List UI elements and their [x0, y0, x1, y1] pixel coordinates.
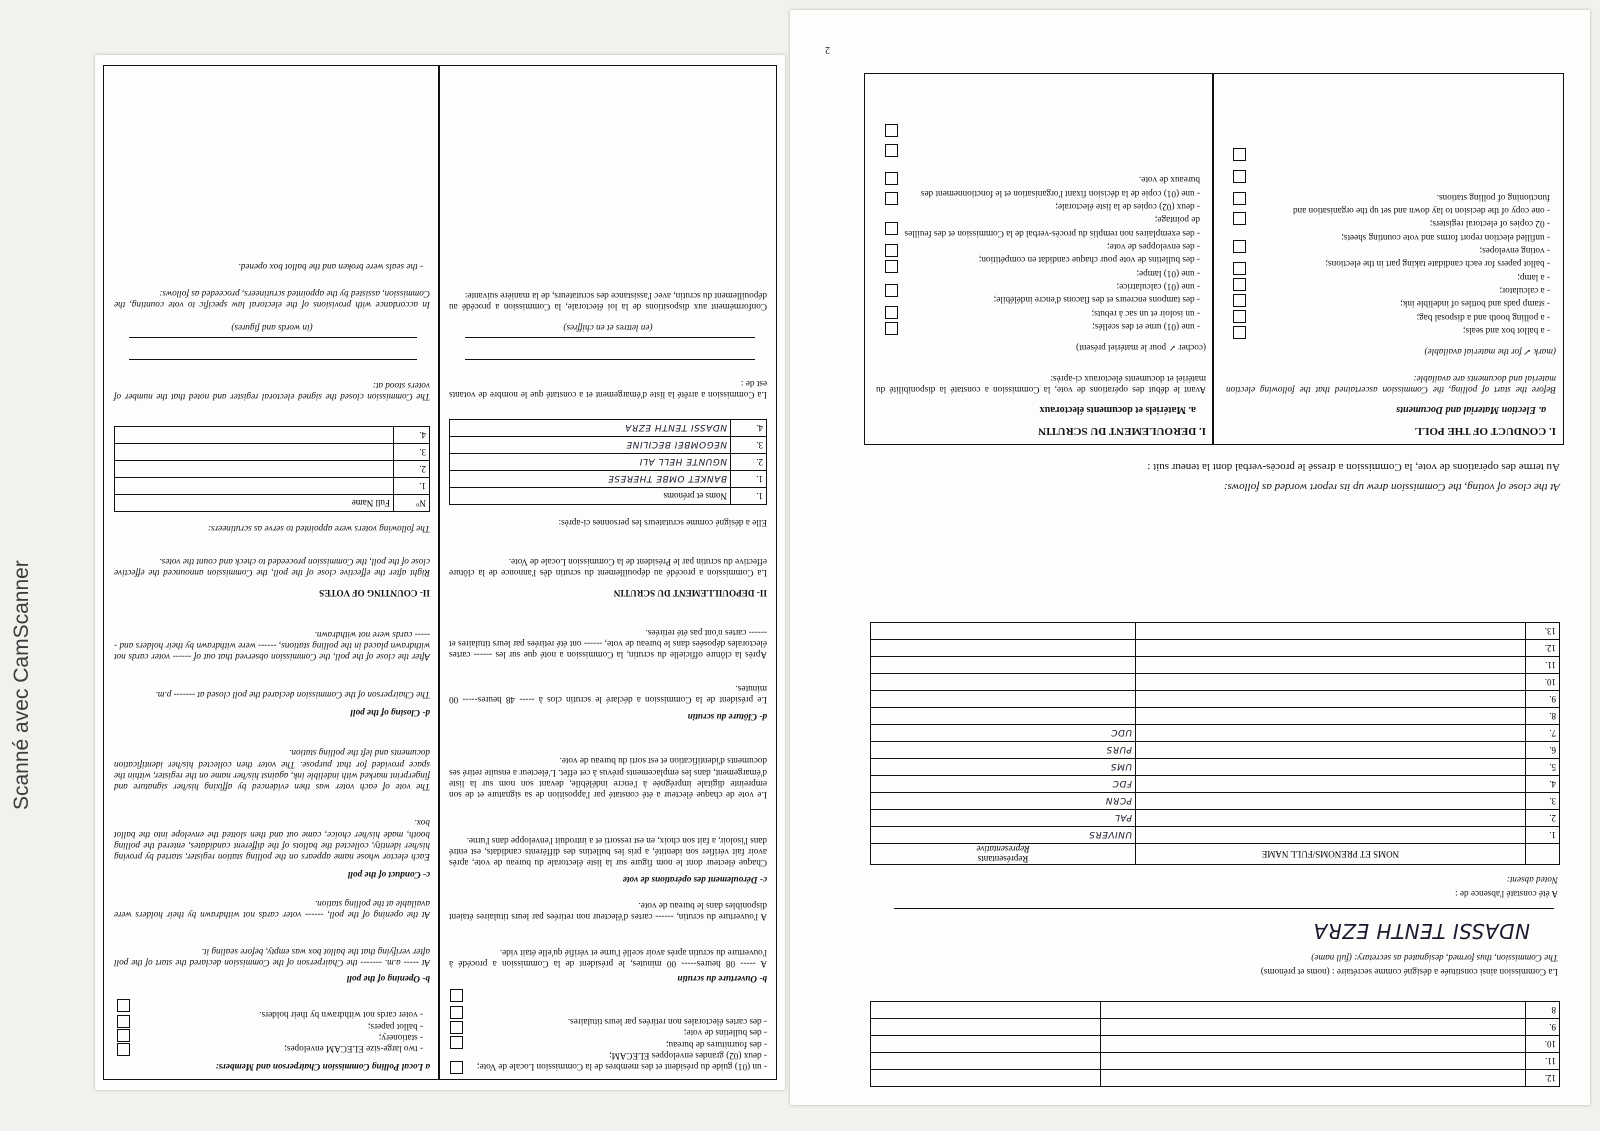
fr-item-checkbox-7[interactable] [885, 192, 898, 205]
en-item-checkbox-6[interactable] [1233, 240, 1246, 253]
en-close-line2: (in words and figures) [231, 323, 313, 333]
row-name [1136, 691, 1526, 708]
header-representative: Représentants Representative [871, 844, 1136, 865]
table-row [450, 420, 767, 437]
en-item-checkbox-8[interactable] [1233, 192, 1246, 205]
fr-checkbox-guide[interactable] [450, 1061, 463, 1074]
row-party: PURS [871, 742, 1136, 759]
en-close-line4: - the seals were broken and the ballot box opened. [238, 262, 423, 272]
table-row [871, 827, 1560, 844]
panel-divider [1213, 73, 1215, 445]
row-party [871, 1019, 1101, 1036]
en-col-fullname: Full Name [115, 495, 394, 512]
en-b-line2: At the opening of the poll, ------ voter cards not withdrawn by their holders were available at the polling station. [114, 898, 430, 920]
en-panel-items: - a ballot box and seals; - a polling booth and a disposal bag; - stamp pads and bottles of indelible ink; - a calculator; - a lamp; - ballot papers for each candidate taking part in the elections; - voting envelopes; - unfilled election report forms and vote counting sheets; - 02 copies of electoral registers; - one copy of the decision to lay down and set up the organisation and functioning of polling stations. [1292, 192, 1550, 336]
continuation-rows-table [870, 1001, 1560, 1087]
row-party: UMS [871, 759, 1136, 776]
en-item-checkbox-5[interactable] [1233, 262, 1246, 275]
table-row [115, 444, 430, 461]
table-row [871, 742, 1560, 759]
row-name [1136, 742, 1526, 759]
row-name [115, 444, 394, 461]
fr-close-line3: Conformément aux dispositions de la loi électorale, la Commission a procédé au dépouillement du scrutin, avec l'assistance des scrutateurs, de la manière suivante: [449, 290, 767, 312]
en-d-line2: After the close of the poll, the Commission observed that out of ------ voter cards not withdrawn placed in the polling stations, ------ were withdrawn by their holders and ------ cards were not withdrawn. [114, 629, 430, 662]
row-party [871, 708, 1136, 725]
table-row [871, 674, 1560, 691]
row-party [871, 1053, 1101, 1070]
table-row [871, 640, 1560, 657]
row-name [1136, 725, 1526, 742]
row-name: BANKET OMBE THERESE [450, 471, 731, 488]
table-row [871, 623, 1560, 640]
header-fullname: NOMS ET PRENOMS/FULL NAME [1136, 844, 1526, 865]
en-close-line1: The Commission closed the signed electoral register and noted that the number of voters stood at: [114, 380, 430, 402]
table-header-row [450, 488, 767, 505]
row-party: PCRN [871, 793, 1136, 810]
en-item-checkbox-3[interactable] [1233, 294, 1246, 307]
row-name [1136, 623, 1526, 640]
en-checkbox-cards[interactable] [117, 999, 130, 1012]
row-number: 2. [1526, 810, 1560, 827]
row-name [1136, 674, 1526, 691]
fr-ii-line2: Elle a désigné comme scrutateurs les personnes ci-après: [558, 518, 767, 528]
absence-line-en: Noted absent: [1506, 875, 1558, 885]
table-row [115, 478, 430, 495]
en-checkbox-envelopes[interactable] [117, 1043, 130, 1056]
table-row [450, 437, 767, 454]
fr-panel-subtitle: a. Matériels et documents électoraux [1039, 404, 1196, 415]
row-number: 11. [1526, 1053, 1560, 1070]
table-row [871, 1053, 1560, 1070]
row-number: 9. [1526, 1019, 1560, 1036]
en-c-line2: The vote of each voter was then evidenced by affixing his/her signature and fingerprint marked with indelible ink, against his/her name on the register, within the space provided for that purpose. The voter then collected his/her identification documents and left the polling station. [114, 748, 430, 792]
intro-line-fr: Au terme des opérations de vote, la Commission a dressé le procès-verbal dont la teneur suit : [1147, 461, 1560, 473]
row-party [871, 623, 1136, 640]
camscanner-watermark: Scanné avec CamScanner [10, 560, 33, 810]
row-name [1101, 1002, 1526, 1019]
fr-panel-title: I. DEROULEMENT DU SCRUTIN [1038, 425, 1206, 437]
en-heading-a: a Local Polling Commission Chairperson and Members: [215, 1062, 430, 1072]
en-panel-subtitle: a. Election Material and Documents [1396, 404, 1546, 415]
table-row [871, 1070, 1560, 1087]
left-scanned-page [95, 55, 785, 1090]
secretary-underline [894, 908, 1554, 909]
fr-blank-line-1 [465, 359, 755, 360]
table-row [871, 657, 1560, 674]
table-row [871, 1019, 1560, 1036]
row-number: 4. [1526, 776, 1560, 793]
table-row [450, 471, 767, 488]
row-number: 1. [731, 471, 767, 488]
row-number: 3. [1526, 793, 1560, 810]
row-number: 1. [394, 478, 430, 495]
fr-item-checkbox-4[interactable] [885, 260, 898, 273]
en-item-checkbox-10[interactable] [1233, 148, 1246, 161]
en-heading-b: b- Opening of the poll [346, 974, 430, 984]
fr-d-line1: Le président de la Commission a déclaré le scrutin clos à ----- 48 heures----- 00 minutes. [449, 683, 767, 705]
row-number: 6. [1526, 742, 1560, 759]
en-checkbox-ballots[interactable] [117, 1015, 130, 1028]
row-party: UDC [871, 725, 1136, 742]
fr-col-n: 1. [731, 488, 767, 505]
en-ii-line1: Right after the effective close of the poll, the Commission announced the effective close of the poll, the Commission proceeded to check and count the votes. [114, 556, 430, 578]
row-name [1136, 776, 1526, 793]
en-heading-ii: II- COUNTING OF VOTES [319, 588, 430, 598]
table-row [871, 810, 1560, 827]
table-row [871, 691, 1560, 708]
row-party [871, 1002, 1101, 1019]
fr-item-checkbox-3[interactable] [885, 284, 898, 297]
fr-col-name: Noms et prénoms [450, 488, 731, 505]
header-number [1526, 844, 1560, 865]
row-party [871, 674, 1136, 691]
en-panel-title: I. CONDUCT OF THE POLL [1414, 425, 1556, 437]
table-row [871, 759, 1560, 776]
fr-item-checkbox-6[interactable] [885, 222, 898, 235]
en-item-checkbox-4[interactable] [1233, 278, 1246, 291]
fr-c-line1: Chaque électeur dont le nom figure sur la liste électorale du bureau de vote, après avoir fait vérifier son identité, a pris les bulletins des différents candidats, est entré dans l'isoloir, a fait son choix, en est ressorti et a introduit l'enveloppe dans l'urne. [449, 835, 767, 868]
row-party [871, 657, 1136, 674]
fr-scrutineers-table [449, 419, 767, 505]
table-row [871, 793, 1560, 810]
row-name: NEGOMBEI BECILINE [450, 437, 731, 454]
row-number: 4. [394, 427, 430, 444]
table-header-row [115, 495, 430, 512]
row-party: FDC [871, 776, 1136, 793]
row-name [1136, 810, 1526, 827]
fr-item-checkbox-10[interactable] [885, 124, 898, 137]
table-row [871, 1002, 1560, 1019]
row-party: PAL [871, 810, 1136, 827]
column-divider [439, 65, 441, 1080]
secretary-handwritten-name: NDASSI TENTH EZRA [1313, 919, 1530, 943]
fr-b-line1: A ----- 08 heures----- 00 minutes, le président de la Commission a procédé à l'ouverture du scrutin après avoir scellé l'urne et vérifié qu'elle était vide. [449, 947, 767, 969]
absence-line-fr: A été constaté l'absence de : [1455, 889, 1558, 899]
table-row [871, 1036, 1560, 1053]
row-party [871, 1070, 1101, 1087]
row-number: 5. [1526, 759, 1560, 776]
table-row [450, 454, 767, 471]
fr-close-line2: (en lettres et en chiffres) [563, 323, 653, 333]
fr-close-line1: La Commission a arrêté la liste d'émargement et a constaté que le nombre de votants est de : [449, 378, 767, 400]
row-number: 11. [1526, 657, 1560, 674]
en-item-checkbox-7[interactable] [1233, 212, 1246, 225]
fr-checkbox-ballots[interactable] [450, 1006, 463, 1019]
fr-blank-line-2 [465, 337, 755, 338]
row-number: 9. [1526, 691, 1560, 708]
fr-heading-c: c- Déroulement des opérations de vote [622, 875, 767, 885]
row-number: 8 [1526, 1002, 1560, 1019]
en-heading-c: c- Conduct of the poll [347, 870, 430, 880]
row-party [871, 640, 1136, 657]
row-number: 1. [1526, 827, 1560, 844]
en-col-n: N° [394, 495, 430, 512]
table-row [871, 725, 1560, 742]
row-name [1136, 827, 1526, 844]
en-material-list: - two large-size ELECAM envelopes; - stationery; - ballot papers; - voter cards not withdrawn by their holders. [259, 1010, 423, 1054]
right-scanned-page [790, 10, 1590, 1105]
row-name [1101, 1053, 1526, 1070]
fr-item-checkbox-9[interactable] [885, 144, 898, 157]
row-number: 13. [1526, 623, 1560, 640]
fr-checkbox-envelopes[interactable] [450, 1036, 463, 1049]
row-party [871, 691, 1136, 708]
row-number: 2. [731, 454, 767, 471]
table-row [871, 708, 1560, 725]
row-number: 12. [1526, 1070, 1560, 1087]
row-number: 10. [1526, 674, 1560, 691]
row-name [115, 461, 394, 478]
fr-panel-intro: Avant le début des opérations de vote, la Commission a constaté la disponibilité du matériel et documents électoraux ci-après: [876, 373, 1206, 395]
row-name: NDASSI TENTH EZRA [450, 420, 731, 437]
fr-heading-b: b- Ouverture du scrutin [677, 974, 767, 984]
row-number: 12. [1526, 640, 1560, 657]
fr-item-checkbox-8[interactable] [885, 172, 898, 185]
fr-panel-mark-note: (cocher ✓ pour le matériel présent) [1076, 343, 1206, 353]
en-b-line1: At ----- a.m. ------- the Chairperson of the Commission declared the start of the poll after verifying that the ballot box was empty, before sealing it. [114, 946, 430, 968]
fr-item-checkbox-1[interactable] [885, 322, 898, 335]
fr-checkbox-supplies[interactable] [450, 1021, 463, 1034]
fr-d-line2: Après la clôture officielle du scrutin, la Commission a noté que sur les ------ cartes électorales déposées dans le bureau de vote, ------ ont été retirées par leurs titulaires et ------ cartes n'ont pas été retirées. [449, 627, 767, 660]
fr-b-line2: A l'ouverture du scrutin, ------ cartes d'électeur non retirées par leurs titulaires étaient disponibles dans le bureau de vote. [449, 900, 767, 922]
en-blank-line-2 [129, 337, 417, 338]
row-name [1136, 793, 1526, 810]
fr-ii-line1: La Commission a procédé au dépouillement du scrutin dès l'annonce de la clôture effective du scrutin par le Président de la Commission Locale de Vote. [449, 556, 767, 578]
table-row [871, 776, 1560, 793]
fr-heading-ii: II- DEPOUILLEMENT DU SCRUTIN [613, 588, 767, 598]
en-panel-mark-note: (mark ✓ for the material available) [1424, 347, 1556, 357]
row-name [115, 427, 394, 444]
intro-line-en: At the close of voting, the Commission drew up its report worded as follows: [1223, 481, 1560, 493]
row-name [1136, 759, 1526, 776]
row-number: 3. [394, 444, 430, 461]
en-scrutineers-table [114, 426, 430, 512]
fr-checkbox-cards[interactable] [450, 989, 463, 1002]
en-heading-d: d- Closing of the poll [350, 708, 430, 718]
fr-c-line2: Le vote de chaque électeur a été constaté par l'apposition de sa signature et de son empreinte digitale imprégnée à l'encre indélébile, devant son nom sur la liste d'émargement, dans les emplacements prévus à cet effet. L'électeur a ensuite retiré ses documents d'identification et est sorti du bureau de vote. [449, 756, 767, 800]
row-party [871, 1036, 1101, 1053]
row-name [1101, 1036, 1526, 1053]
row-number: 8. [1526, 708, 1560, 725]
page-number: 2 [825, 44, 830, 55]
en-blank-line-1 [129, 359, 417, 360]
row-name: NGUNTE HELL ALI [450, 454, 731, 471]
row-name [115, 478, 394, 495]
row-number: 3. [731, 437, 767, 454]
row-party: UNIVERS [871, 827, 1136, 844]
row-number: 2. [394, 461, 430, 478]
row-number: 10. [1526, 1036, 1560, 1053]
en-ii-line2: The following voters were appointed to serve as scrutineers: [207, 524, 430, 534]
representatives-table [870, 622, 1560, 865]
secretary-line-fr: La Commission ainsi constituée a désigné comme secrétaire : (noms et prénoms) [1260, 967, 1558, 977]
fr-heading-d: d- Clôture du scrutin [687, 712, 767, 722]
row-name [1136, 640, 1526, 657]
en-close-line3: In accordance with provisions of the electoral law specific to vote counting, the Commission, assisted by the appointed scrutineers, proceeded as follows: [114, 288, 430, 310]
row-name [1136, 708, 1526, 725]
en-c-line1: Each elector whose name appears on the polling station register, started by proving his/her identity, collected the ballots of the different candidates, entered the polling booth, made his/her choice, came out and then slotted the envelope into the ballot box. [114, 818, 430, 862]
row-name [1101, 1070, 1526, 1087]
en-item-checkbox-9[interactable] [1233, 170, 1246, 183]
table-row [115, 461, 430, 478]
en-d-line1: The Chairperson of the Commission declared the poll closed at ------- p.m. [155, 690, 430, 700]
fr-item-checkbox-5[interactable] [885, 244, 898, 257]
table-row [115, 427, 430, 444]
en-item-checkbox-1[interactable] [1233, 326, 1246, 339]
secretary-line-en: The Commission, thus formed, designated as secretary: (full name) [1311, 953, 1558, 963]
fr-panel-items: - une (01) urne et des scellés; - un isoloir et un sac à rebuts; - des tampons encreurs et des flacons d'encre indélébile; - une (01) calculatrice; - une (01) lampe; - des bulletins de vote pour chaque candidat en compétition; - des enveloppes de vote; - des exemplaires non remplis du procès-verbal de la Commission et des feuilles de pointage; - deux (02) copies de la liste électorale; - une (01) copie de la décision fixant l'organisation et le fonctionnement des bureaux de vote. [904, 175, 1200, 332]
fr-material-list: - un (01) guide du président et des membres de la Commission Locale de Vote; - deux (02) grandes enveloppes ELECAM; - des fournitures de bureau; - des bulletins de vote; - des cartes électorales non retirées par leurs titulaires. [476, 1017, 767, 1072]
fr-item-checkbox-2[interactable] [885, 306, 898, 319]
en-checkbox-stationery[interactable] [117, 1029, 130, 1042]
row-number: 7. [1526, 725, 1560, 742]
table-header-row [871, 844, 1560, 865]
row-number: 4. [731, 420, 767, 437]
en-item-checkbox-2[interactable] [1233, 310, 1246, 323]
row-name [1101, 1019, 1526, 1036]
en-panel-intro: Before the start of polling, the Commission ascertained that the following election material and documents are available: [1226, 373, 1556, 395]
row-name [1136, 657, 1526, 674]
